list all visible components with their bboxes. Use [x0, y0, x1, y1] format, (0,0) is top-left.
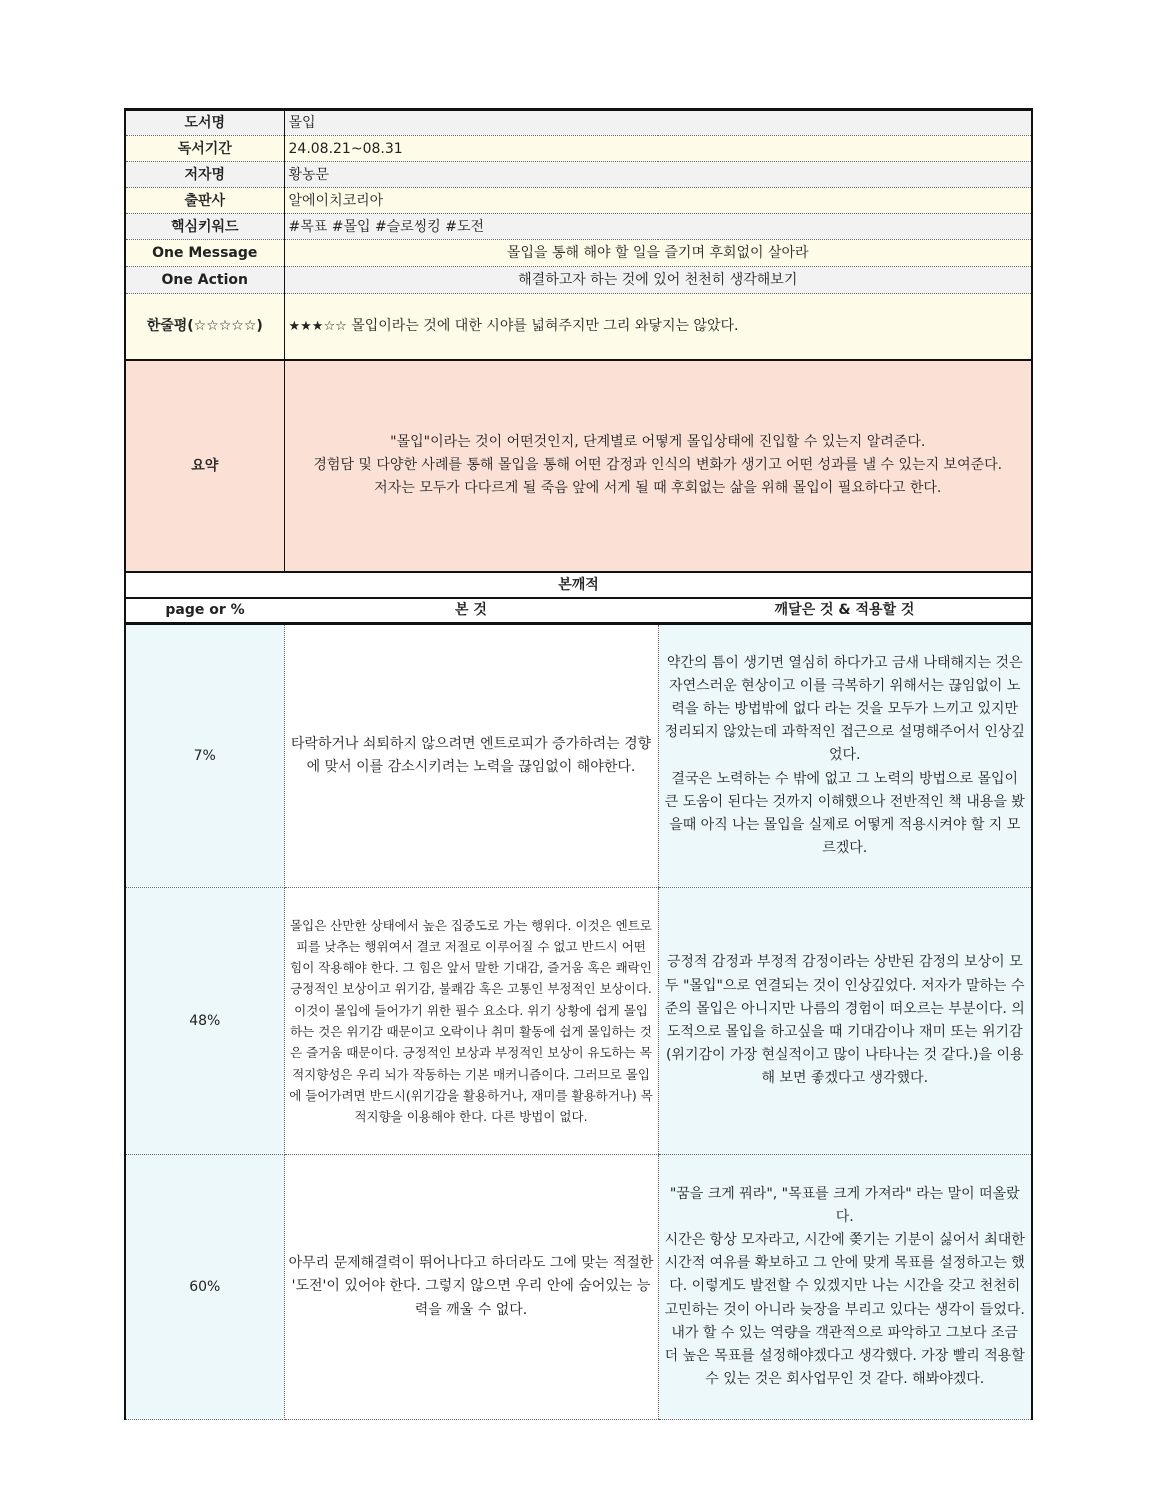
row-one-action — [125, 267, 1032, 294]
row-seen: 몰입은 산만한 상태에서 높은 집중도로 가는 행위다. 이것은 엔트로피를 낮추는 행위여서 결코 저절로 이루어질 수 없고 반드시 어떤 힘이 작용해야 한다. 그 힘은 앞서 말한 기대감, 즐거움 혹은 쾌락인 긍정적인 보상이고 위기감, 불쾌감 혹은 고통인 부정적인 보상이다. 이것이 몰입에 들어가기 위한 필수 요소다. 위기 상황에 쉽게 몰입하는 것은 위기감 때문이고 오락이나 취미 활동에 쉽게 몰입하는 것은 즐거움 때문이다. 긍정적인 보상과 부정적인 보상이 유도하는 목적지향성은 우리 뇌가 작동하는 기본 매커니즘이다. 그러므로 몰입에 들어가려면 반드시(위기감을 활용하거나, 재미를 활용하거나) 목적지향을 이용해야 한다. 다른 방법이 없다. — [284, 888, 658, 1155]
review-stars: ★★★☆☆ — [288, 318, 347, 334]
keywords-value: #목표 #몰입 #슬로씽킹 #도전 — [284, 214, 1032, 240]
title-value: 몰입 — [284, 110, 1032, 136]
row-learned-para: 긍정적 감정과 부정적 감정이라는 상반된 감정의 보상이 모두 "몰입"으로 연결되는 것이 인상깊었다. 저자가 말하는 수준의 몰입은 아니지만 나름의 경험이 떠오르는 부분이다. 의도적으로 몰입을 하고싶을 때 기대감이나 재미 또는 위기감(위기감이 가장 현실적이고 많이 나타나는 것 같다.)을 이용해 보면 좋겠다고 생각했다. — [664, 954, 1025, 1087]
row-period — [125, 136, 1032, 162]
row-learned-para: "꿈을 크게 꿔라", "목표를 크게 가져라" 라는 말이 떠올랐다. — [669, 1185, 1020, 1225]
row-learned-para: 시간은 항상 모자라고, 시간에 쫒기는 기분이 싫어서 최대한 시간적 여유를 확보하고 그 안에 맞게 목표를 설정하고는 했다. 이렇게도 발전할 수 있겠지만 나는 시간을 갖고 천천히 고민하는 것이 아니라 늦장을 부리고 있다는 생각이 들었다. 내가 할 수 있는 역량을 객관적으로 파악하고 그보다 조금 더 높은 목표를 설정해야겠다고 생각했다. 가장 빨리 적용할 수 있는 것은 회사업무인 것 같다. 해봐야겠다. — [664, 1231, 1025, 1388]
one-action-value: 해결하고자 하는 것에 있어 천천히 생각해보기 — [284, 267, 1032, 294]
summary-label: 요약 — [125, 360, 284, 572]
row-learned — [658, 1155, 1032, 1420]
row-review — [125, 294, 1032, 360]
row-learned — [658, 888, 1032, 1155]
row-learned-para: 결국은 노력하는 수 밖에 없고 그 노력의 방법으로 몰입이 큰 도움이 된다는 것까지 이해했으나 전반적인 책 내용을 봤을때 아직 나는 몰입을 실제로 어떻게 적용시켜야 할 지 모르겠다. — [664, 770, 1025, 857]
author-label: 저자명 — [125, 162, 284, 188]
title-label: 도서명 — [125, 110, 284, 136]
summary-line: "몰입"이라는 것이 어떤것인지, 단계별로 어떻게 몰입상태에 진입할 수 있는지 알려준다. — [390, 433, 926, 450]
publisher-label: 출판사 — [125, 188, 284, 214]
one-message-label: One Message — [125, 240, 284, 267]
row-page: 7% — [125, 624, 284, 888]
col-header-learned: 깨달은 것 & 적용할 것 — [658, 598, 1032, 624]
keywords-label: 핵심키워드 — [125, 214, 284, 240]
section-header-row — [125, 598, 1032, 624]
table-row — [125, 624, 1032, 888]
reading-report-sheet — [124, 108, 1031, 1420]
author-value: 황농문 — [284, 162, 1032, 188]
row-title — [125, 110, 1032, 136]
row-learned — [658, 624, 1032, 888]
one-message-value: 몰입을 통해 해야 할 일을 즐기며 후회없이 살아라 — [284, 240, 1032, 267]
section-title: 본깨적 — [125, 572, 1032, 598]
section-title-row — [125, 572, 1032, 598]
row-seen: 아무리 문제해결력이 뛰어나다고 하더라도 그에 맞는 적절한 '도전'이 있어야 한다. 그렇지 않으면 우리 안에 숨어있는 능력을 깨울 수 없다. — [284, 1155, 658, 1420]
row-author — [125, 162, 1032, 188]
summary-value — [284, 360, 1032, 572]
col-header-seen: 본 것 — [284, 598, 658, 624]
table-row — [125, 1155, 1032, 1420]
row-publisher — [125, 188, 1032, 214]
row-page: 60% — [125, 1155, 284, 1420]
row-keywords — [125, 214, 1032, 240]
report-table — [124, 108, 1033, 1420]
row-summary — [125, 360, 1032, 572]
row-seen: 타락하거나 쇠퇴하지 않으려면 엔트로피가 증가하려는 경향에 맞서 이를 감소시키려는 노력을 끊임없이 해야한다. — [284, 624, 658, 888]
row-learned-para: 약간의 틈이 생기면 열심히 하다가고 금새 나태해지는 것은 자연스러운 현상이고 이를 극복하기 위해서는 끊임없이 노력을 하는 방법밖에 없다 라는 것을 모두가 느끼고 있지만 정리되지 않았는데 과학적인 접근으로 설명해주어서 인상깊었다. — [664, 654, 1025, 764]
review-text: 몰입이라는 것에 대한 시야를 넓혀주지만 그리 와닿지는 않았다. — [351, 317, 739, 334]
review-value-cell — [284, 294, 1032, 360]
table-row — [125, 888, 1032, 1155]
one-action-label: One Action — [125, 267, 284, 294]
row-one-message — [125, 240, 1032, 267]
period-label: 독서기간 — [125, 136, 284, 162]
review-label: 한줄평(☆☆☆☆☆) — [125, 294, 284, 360]
col-header-page: page or % — [125, 598, 284, 624]
summary-line: 저자는 모두가 다다르게 될 죽음 앞에 서게 될 때 후회없는 삶을 위해 몰입이 필요하다고 한다. — [374, 480, 942, 497]
publisher-value: 알에이치코리아 — [284, 188, 1032, 214]
summary-line: 경험담 및 다양한 사례를 통해 몰입을 통해 어떤 감정과 인식의 변화가 생기고 어떤 성과를 낼 수 있는지 보여준다. — [313, 456, 1003, 473]
period-value: 24.08.21~08.31 — [284, 136, 1032, 162]
row-page: 48% — [125, 888, 284, 1155]
